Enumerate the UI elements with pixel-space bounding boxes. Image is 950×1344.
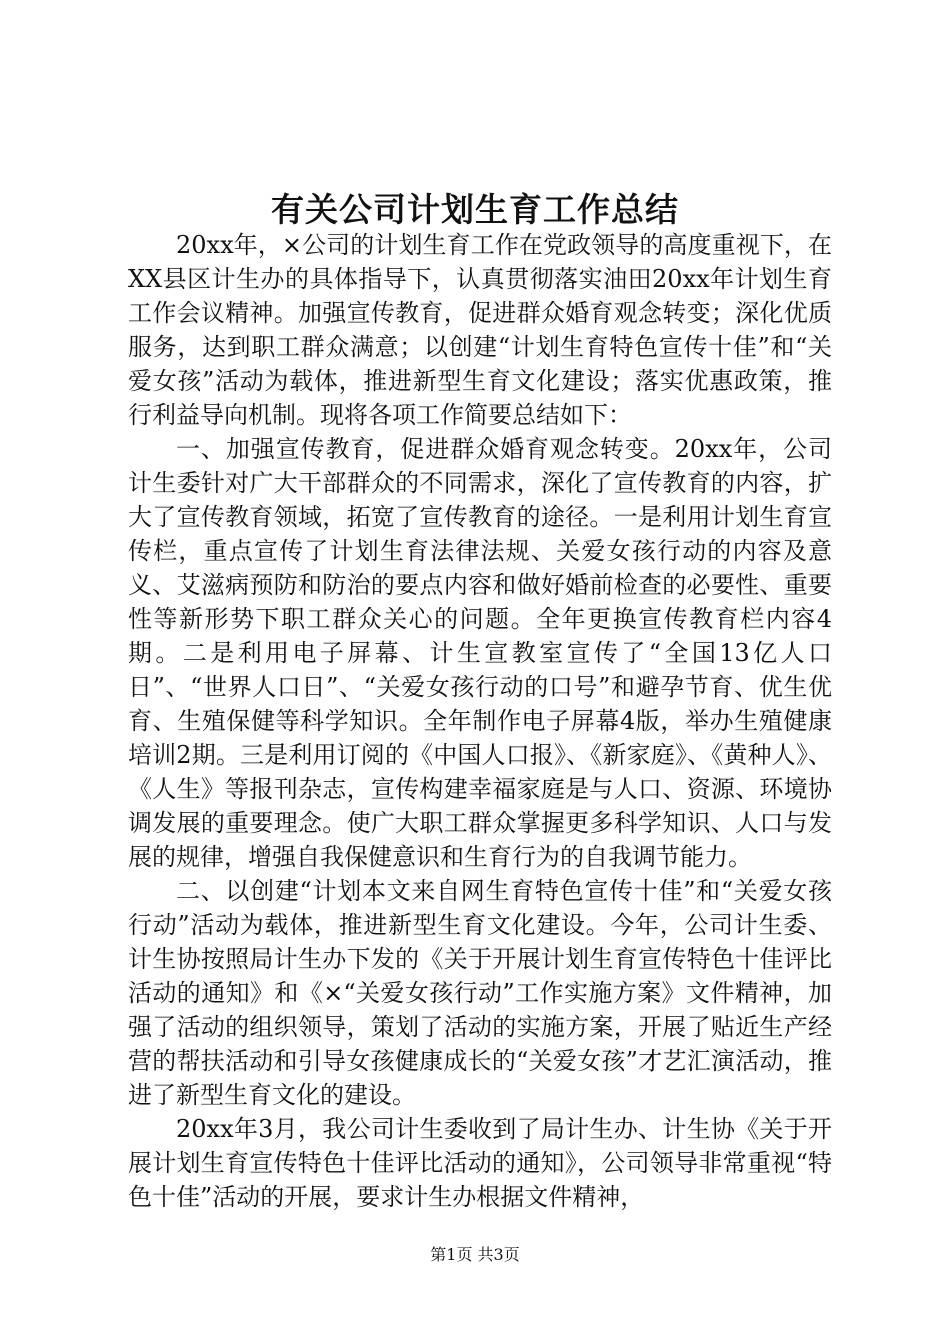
paragraph-section-2-detail: 20xx年3月，我公司计生委收到了局计生办、计生协《关于开展计划生育宣传特色十佳评比活动的通知》，公司领导非常重视“特色十佳”活动的开展，要求计生办根据文件精神， xyxy=(128,1115,832,1211)
paragraph-section-2: 二、以创建“计划本文来自网生育特色宣传十佳”和“关爱女孩行动”活动为载体，推进新型生育文化建设。今年，公司计生委、计生协按照局计生办下发的《关于开展计划生育宣传特色十佳评比活动的通知》和《×“关爱女孩行动”工作实施方案》文件精神，加强了活动的组织领导，策划了活动的实施方案，开展了贴近生产经营的帮扶活动和引导女孩健康成长的“关爱女孩”才艺汇演活动，推进了新型生育文化的建设。 xyxy=(128,877,832,1109)
document-body xyxy=(128,228,832,1214)
paragraph-section-1: 一、加强宣传教育，促进群众婚育观念转变。20xx年，公司计生委针对广大干部群众的不同需求，深化了宣传教育的内容，扩大了宣传教育领域，拓宽了宣传教育的途径。一是利用计划生育宣传栏，重点宣传了计划生育法律法规、关爱女孩行动的内容及意义、艾滋病预防和防治的要点内容和做好婚前检查的必要性、重要性等新形势下职工群众关心的问题。全年更换宣传教育栏内容4期。二是利用电子屏幕、计生宣教室宣传了“全国13亿人口日”、“世界人口日”、“关爱女孩行动的口号”和避孕节育、优生优育、生殖保健等科学知识。全年制作电子屏幕4版，举办生殖健康培训2期。三是利用订阅的《中国人口报》、《新家庭》、《黄种人》、《人生》等报刊杂志，宣传构建幸福家庭是与人口、资源、环境协调发展的重要理念。使广大职工群众掌握更多科学知识、人口与发展的规律，增强自我保健意识和生育行为的自我调节能力。 xyxy=(128,435,832,871)
paragraph-intro: 20xx年，×公司的计划生育工作在党政领导的高度重视下，在XX县区计生办的具体指导下，认真贯彻落实油田20xx年计划生育工作会议精神。加强宣传教育，促进群众婚育观念转变；深化优质服务，达到职工群众满意；以创建“计划生育特色宣传十佳”和“关爱女孩”活动为载体，推进新型生育文化建设；落实优惠政策，推行利益导向机制。现将各项工作简要总结如下： xyxy=(128,231,832,429)
document-title: 有关公司计划生育工作总结 xyxy=(271,190,679,229)
page-number-footer: 第1页 共3页 xyxy=(430,1245,520,1264)
